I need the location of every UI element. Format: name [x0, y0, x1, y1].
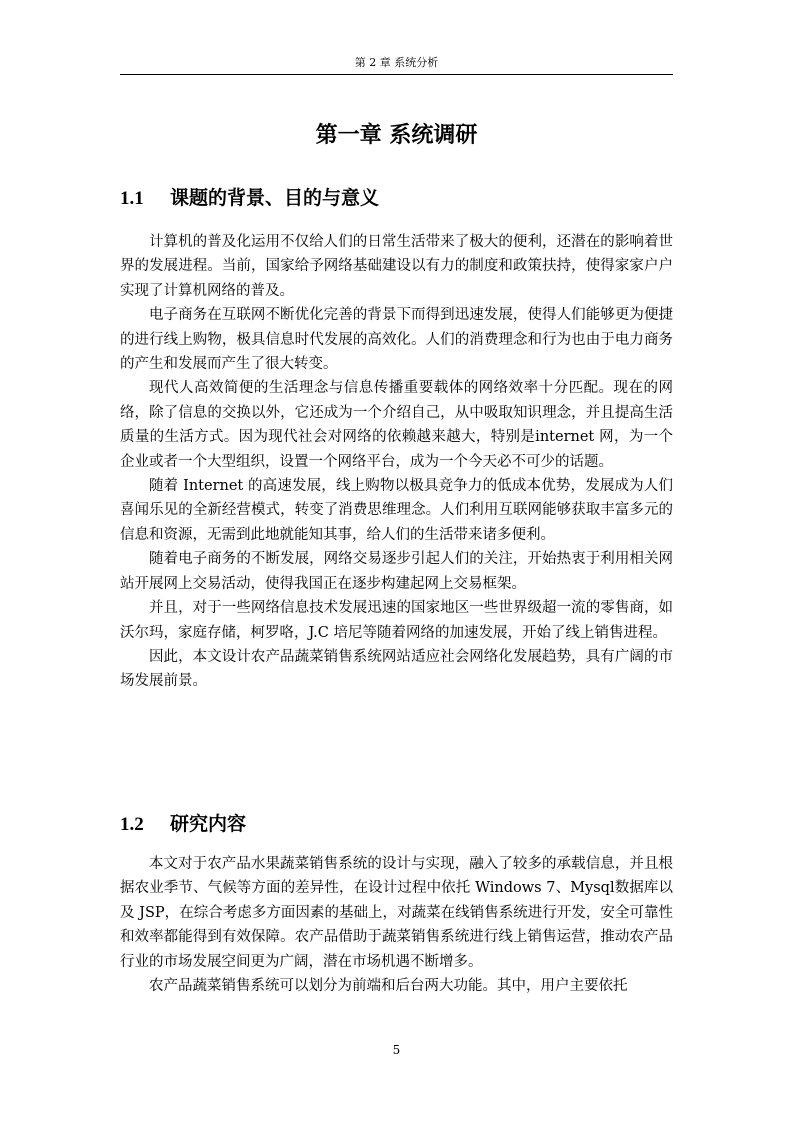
paragraph: 农产品蔬菜销售系统可以划分为前端和后台两大功能。其中，用户主要依托	[149, 978, 628, 995]
chapter-title: 第一章 系统调研	[315, 123, 478, 148]
paragraph: 随着电子商务的不断发展，网络交易逐步引起人们的关注，开始热衷于利用相关网站开展网上交易活动，使得我国正在逐步构建起网上交易框架。	[120, 551, 673, 592]
paragraph: 电子商务在互联网不断优化完善的背景下而得到迅速发展，使得人们能够更为便捷的进行线上购物，极具信息时代发展的高效化。人们的消费理念和行为也由于电力商务的产生和发展而产生了很大转变。	[120, 307, 673, 373]
paragraph: 计算机的普及化运用不仅给人们的日常生活带来了极大的便利，还潜在的影响着世界的发展进程。当前，国家给予网络基础建设以有力的制度和政策扶持，使得家家户户实现了计算机网络的普及。	[120, 234, 673, 299]
paragraph: 因此，本文设计农产品蔬菜销售系统网站适应社会网络化发展趋势，具有广阔的市场发展前景。	[120, 648, 673, 690]
section-heading-1-1	[120, 185, 673, 212]
section-heading-1-2	[120, 811, 673, 838]
paragraph: 本文对于农产品水果蔬菜销售系统的设计与实现，融入了较多的承载信息，并且根据农业季节、气候等方面的差异性，在设计过程中依托 Windows 7、Mysql数据库以及 JSP，在综合考虑多方面因素的基础上，对蔬菜在线销售系统进行开发，安全可靠性和效率都能得到有效保障。农产品借助于蔬菜销售系统进行线上销售运营，推动农产品行业的市场发展空间更为广阔，潜在市场机遇不断增多。	[120, 856, 673, 970]
section-number: 1.2	[120, 814, 144, 835]
section-1-1-body	[120, 230, 673, 694]
paragraph: 随着 Internet 的高速发展，线上购物以极具竞争力的低成本优势，发展成为人们喜闻乐见的全新经营模式，转变了消费思维理念。人们利用互联网能够获取丰富多元的信息和资源，无需到此地就能知其事，给人们的生活带来诸多便利。	[120, 478, 673, 543]
section-number: 1.1	[120, 188, 144, 209]
section-title: 课题的背景、目的与意义	[170, 187, 380, 209]
running-header: 第 2 章 系统分析	[354, 56, 439, 69]
paragraph: 并且，对于一些网络信息技术发展迅速的国家地区一些世界级超一流的零售商，如沃尔玛，家庭存储，柯罗咯，J.C 培尼等随着网络的加速发展，开始了线上销售进程。	[120, 600, 673, 641]
paragraph: 现代人高效简便的生活理念与信息传播重要载体的网络效率十分匹配。现在的网络，除了信息的交换以外，它还成为一个介绍自己，从中吸取知识理念，并且提高生活质量的生活方式。因为现代社会对网络的依赖越来越大，特别是internet 网，为一个企业或者一个大型组织，设置一个网络平台，成为一个今天必不可少的话题。	[120, 380, 673, 470]
page-number: 5	[392, 1043, 401, 1057]
section-title: 研究内容	[170, 813, 247, 835]
header-rule	[120, 74, 673, 75]
section-1-2-body	[120, 852, 673, 998]
